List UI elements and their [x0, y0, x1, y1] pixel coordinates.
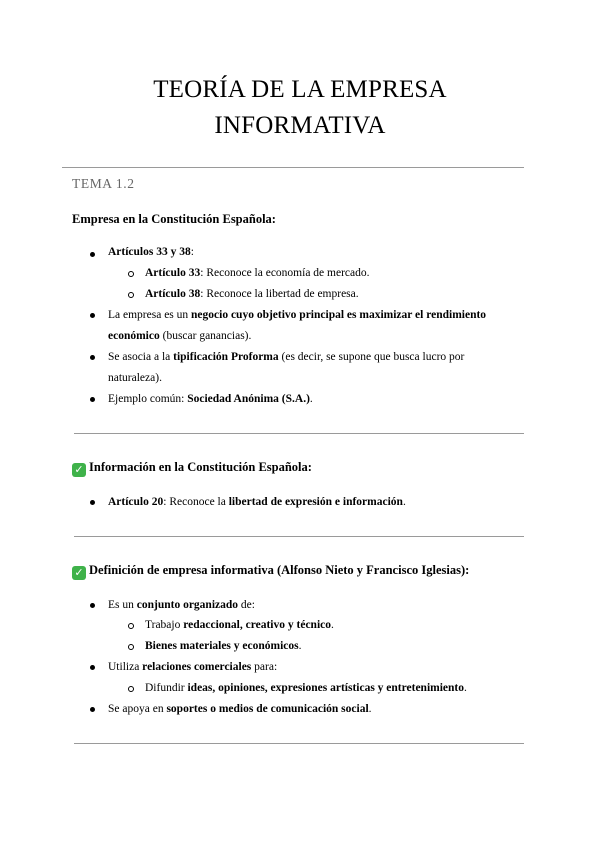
check-mark-icon: ✓ [72, 566, 86, 580]
circle-bullet-icon [128, 644, 134, 650]
divider [62, 167, 524, 168]
title-line-1: TEORÍA DE LA EMPRESA [153, 76, 447, 103]
list-item: Artículo 38: Reconoce la libertad de empresa. [145, 288, 359, 300]
bullet-icon [90, 665, 95, 670]
bullet-icon [90, 397, 95, 402]
list-item: Utiliza relaciones comerciales para: [108, 661, 278, 673]
list-item: Se asocia a la tipificación Proforma (es decir, se supone que busca lucro por naturaleza). [108, 351, 465, 384]
list-item: Artículo 33: Reconoce la economía de mercado. [145, 267, 370, 279]
divider [74, 433, 524, 434]
circle-bullet-icon [128, 271, 134, 277]
list-item: Artículos 33 y 38: [108, 246, 194, 258]
check-mark-icon: ✓ [72, 463, 86, 477]
list-item: Difundir ideas, opiniones, expresiones artísticas y entretenimiento. [145, 682, 467, 694]
divider [74, 743, 524, 744]
list-item: Bienes materiales y económicos. [145, 640, 302, 652]
title-line-2: INFORMATIVA [214, 112, 386, 139]
circle-bullet-icon [128, 686, 134, 692]
bullet-icon [90, 707, 95, 712]
document-title [0, 72, 600, 144]
list-item: Es un conjunto organizado de: [108, 599, 255, 611]
list-item: Trabajo redaccional, creativo y técnico. [145, 619, 334, 631]
circle-bullet-icon [128, 623, 134, 629]
section-heading-definicion: ✓ Definición de empresa informativa (Alfonso Nieto y Francisco Iglesias): [72, 562, 469, 580]
list-item: Se apoya en soportes o medios de comunicación social. [108, 703, 372, 715]
bullet-icon [90, 355, 95, 360]
section-heading-empresa: Empresa en la Constitución Española: [72, 212, 276, 226]
bullet-icon [90, 603, 95, 608]
section-heading-informacion: ✓ Información en la Constitución Española: [72, 459, 312, 477]
list-item: Artículo 20: Reconoce la libertad de expresión e información. [108, 496, 406, 508]
bullet-icon [90, 500, 95, 505]
bullet-icon [90, 313, 95, 318]
tema-label: TEMA 1.2 [72, 176, 135, 191]
divider [74, 536, 524, 537]
circle-bullet-icon [128, 292, 134, 298]
list-item: La empresa es un negocio cuyo objetivo principal es maximizar el rendimiento económico (buscar ganancias). [108, 309, 487, 342]
bullet-icon [90, 252, 95, 257]
list-item: Ejemplo común: Sociedad Anónima (S.A.). [108, 393, 313, 405]
